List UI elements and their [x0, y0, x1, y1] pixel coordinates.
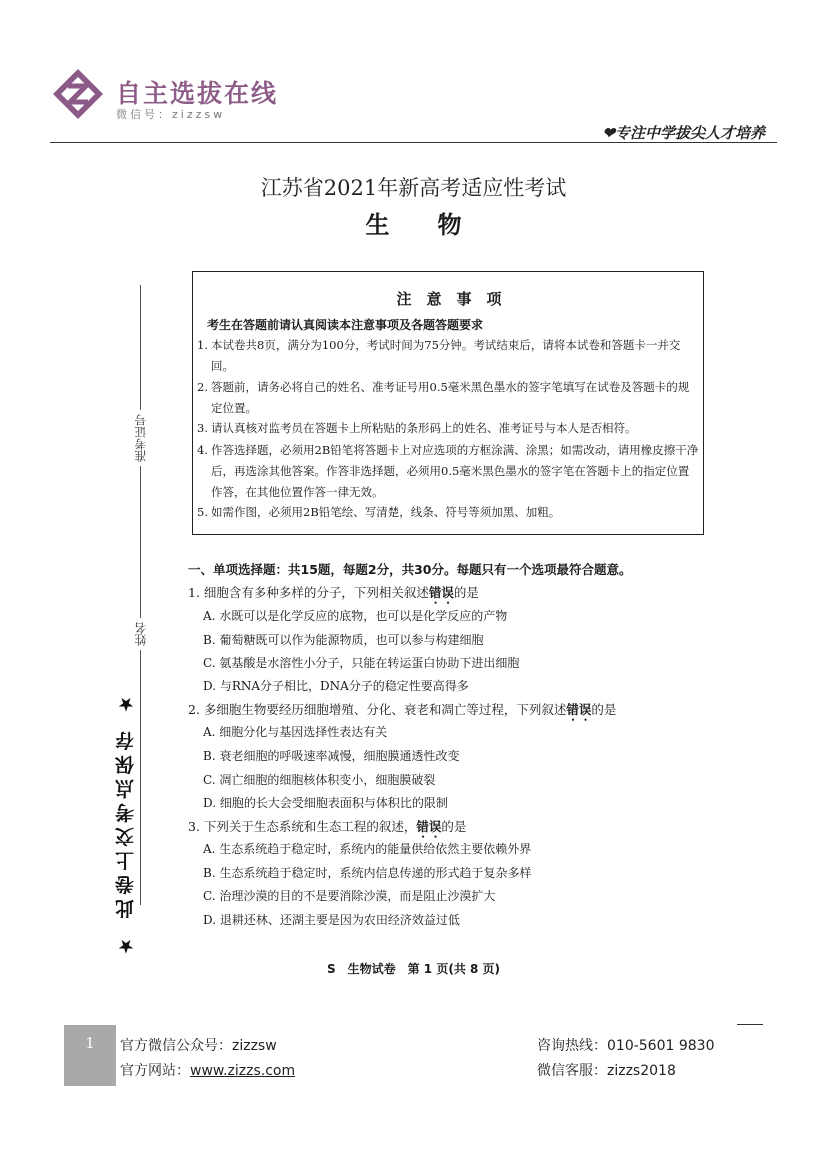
option-c: C. 氨基酸是水溶性小分子，只能在转运蛋白协助下进出细胞	[203, 656, 520, 670]
website-line	[120, 1060, 295, 1080]
notice-item	[197, 502, 700, 523]
exam-title: 江苏省2021年新高考适应性考试	[260, 176, 567, 200]
notice-item-number: 1.	[197, 338, 208, 352]
option-b: B. 衰老细胞的呼吸速率减慢，细胞膜通透性改变	[203, 749, 460, 763]
option-d: D. 退耕还林、还湖主要是因为农田经济效益过低	[203, 913, 460, 927]
header-divider	[50, 142, 777, 143]
binding-line	[140, 285, 141, 905]
admission-number-label: 准考证号	[132, 410, 149, 466]
notice-item-text: 请认真核对监考员在答题卡上所粘贴的条形码上的姓名、准考证号与本人是否相符。	[211, 421, 637, 435]
notice-item	[197, 418, 700, 439]
notice-item-number: 3.	[197, 421, 208, 435]
notice-item	[197, 335, 700, 377]
question-stem-text: 2. 多细胞生物要经历细胞增殖、分化、衰老和凋亡等过程，下列叙述	[188, 702, 567, 717]
keep-paper-warning: ★ 此卷上交考点保存 ★	[115, 688, 137, 958]
heart-icon: ❤	[602, 124, 615, 142]
banner-rule	[737, 1024, 763, 1025]
slogan-text: 专注中学拔尖人才培养	[614, 124, 765, 142]
name-label: 姓名	[132, 618, 149, 650]
question-stem-end: 的是	[441, 819, 467, 834]
option-a: A. 细胞分化与基因选择性表达有关	[203, 725, 388, 739]
question-stem	[188, 583, 479, 607]
page-footer: S 生物试卷 第 1 页(共 8 页)	[326, 962, 501, 976]
option-b: B. 生态系统趋于稳定时，系统内信息传递的形式趋于复杂多样	[203, 866, 532, 880]
website-label: 官方网站：	[120, 1063, 190, 1079]
notice-box	[192, 271, 704, 535]
question-stem-text: 1. 细胞含有多种多样的分子，下列相关叙述	[188, 585, 429, 600]
emphasis-word: 错误	[566, 702, 592, 717]
notice-item-text: 答题前，请务必将自己的姓名、准考证号用0.5毫米黑色墨水的签字笔填写在试卷及答题卡的规定位置。	[211, 380, 690, 415]
notice-intro: 考生在答题前请认真阅读本注意事项及各题答题要求	[207, 318, 484, 332]
option-d: D. 与RNA分子相比，DNA分子的稳定性要高得多	[203, 679, 469, 693]
emphasis-word: 错误	[416, 819, 442, 834]
section-heading: 一、单项选择题：共15题，每题2分，共30分。每题只有一个选项最符合题意。	[188, 562, 632, 577]
logo-wechat-id: 微信号：zizzsw	[116, 108, 226, 121]
option-a: A. 生态系统趋于稳定时，系统内的能量供给依然主要依赖外界	[203, 842, 532, 856]
question-stem-text: 3. 下列关于生态系统和生态工程的叙述，	[188, 819, 417, 834]
hotline: 咨询热线：010-5601 9830	[537, 1038, 715, 1054]
notice-item-text: 本试卷共8页，满分为100分，考试时间为75分钟。考试结束后，请将本试卷和答题卡一并交回。	[211, 338, 681, 373]
slogan	[602, 122, 765, 143]
option-c: C. 凋亡细胞的细胞核体积变小，细胞膜破裂	[203, 773, 436, 787]
question-stem-end: 的是	[591, 702, 617, 717]
notice-item-number: 4.	[197, 443, 208, 457]
wechat-official-account: 官方微信公众号：zizzsw	[120, 1038, 277, 1054]
question-stem	[188, 700, 616, 724]
option-a: A. 水既可以是化学反应的底物，也可以是化学反应的产物	[203, 609, 508, 623]
option-d: D. 细胞的长大会受细胞表面积与体积比的限制	[203, 796, 448, 810]
notice-item-number: 2.	[197, 380, 208, 394]
logo-title: 自主选拔在线	[116, 79, 279, 108]
notice-item	[197, 377, 700, 419]
page-number: 1	[85, 1034, 95, 1052]
notice-item-number: 5.	[197, 505, 208, 519]
wechat-service: 微信客服：zizzs2018	[537, 1063, 676, 1079]
question-stem-end: 的是	[453, 585, 479, 600]
option-c: C. 治理沙漠的目的不是要消除沙漠，而是阻止沙漠扩大	[203, 889, 496, 903]
logo-mark-icon	[52, 68, 104, 120]
option-b: B. 葡萄糖既可以作为能源物质，也可以参与构建细胞	[203, 633, 484, 647]
subject-title: 生 物	[365, 210, 462, 239]
notice-item	[197, 440, 700, 503]
notice-item-text: 作答选择题，必须用2B铅笔将答题卡上对应选项的方框涂满、涂黑；如需改动，请用橡皮擦干净后，再选涂其他答案。作答非选择题，必须用0.5毫米黑色墨水的签字笔在答题卡上的指定位置作答，在其他位置作答一律无效。	[211, 443, 699, 499]
notice-title: 注 意 事 项	[396, 290, 502, 308]
emphasis-word: 错误	[428, 585, 454, 600]
notice-item-text: 如需作图，必须用2B铅笔绘、写清楚，线条、符号等须加黑、加粗。	[211, 505, 561, 519]
question-stem	[188, 817, 466, 841]
website-link[interactable]: www.zizzs.com	[190, 1063, 296, 1079]
